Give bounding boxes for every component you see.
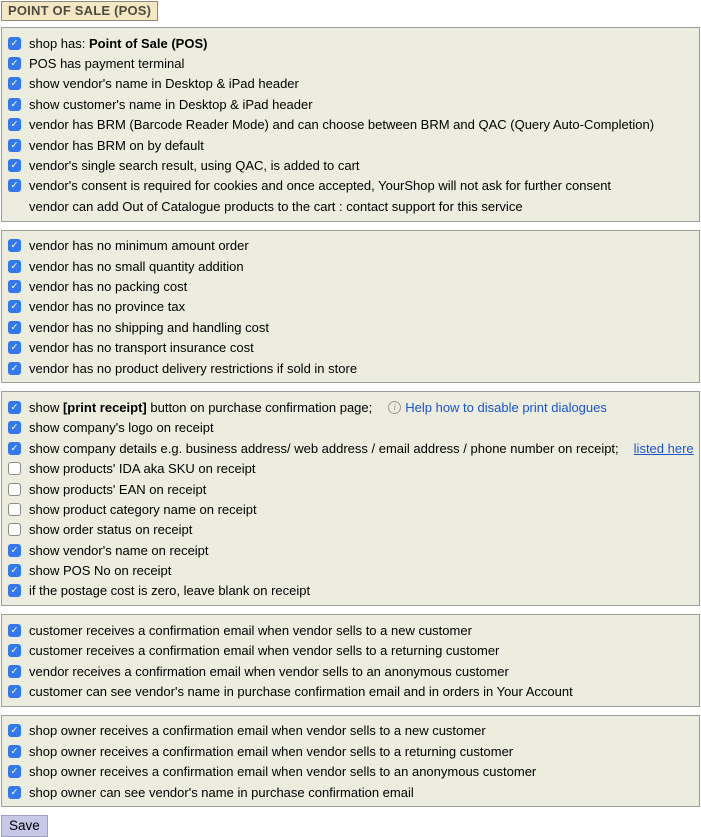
setting-row [8, 135, 693, 155]
setting-row [8, 540, 693, 560]
setting-label [29, 158, 360, 173]
settings-group-3 [1, 391, 700, 606]
setting-row [8, 358, 693, 378]
checkbox-checked-icon[interactable]: ✓ [8, 765, 21, 778]
checkbox-checked-icon[interactable]: ✓ [8, 544, 21, 557]
info-icon[interactable]: i [388, 401, 401, 414]
label-bold-text: [print receipt] [62, 399, 147, 415]
setting-row [8, 337, 693, 357]
setting-label [29, 420, 214, 435]
label-text: shop owner receives a confirmation email when vendor sells to a new customer [29, 723, 486, 739]
label-text: vendor has BRM on by default [29, 137, 204, 153]
setting-label [29, 502, 257, 517]
setting-row [8, 256, 693, 276]
label-bold-text: Point of Sale (POS) [89, 35, 208, 51]
label-text: button on purchase confirmation page; [146, 399, 373, 415]
label-text: vendor receives a confirmation email when vendor sells to an anonymous customer [29, 663, 509, 679]
setting-row [8, 155, 693, 175]
setting-label [29, 76, 299, 91]
checkbox-checked-icon[interactable]: ✓ [8, 179, 21, 192]
checkbox-checked-icon[interactable]: ✓ [8, 280, 21, 293]
label-text: show products' EAN on receipt [29, 481, 207, 497]
checkbox-unchecked-icon[interactable] [8, 503, 21, 516]
checkbox-checked-icon[interactable]: ✓ [8, 57, 21, 70]
setting-row [8, 620, 693, 640]
setting-label [29, 522, 192, 537]
setting-label [29, 764, 536, 779]
label-text: show products' IDA aka SKU on receipt [29, 461, 256, 477]
setting-row [8, 741, 693, 761]
setting-label [29, 563, 171, 578]
setting-row [8, 115, 693, 135]
settings-group-2 [1, 230, 700, 384]
setting-row [8, 418, 693, 438]
checkbox-checked-icon[interactable]: ✓ [8, 77, 21, 90]
setting-label [29, 684, 573, 699]
label-text: shop owner receives a confirmation email when vendor sells to an anonymous customer [29, 764, 537, 780]
setting-label [29, 664, 509, 679]
checkbox-checked-icon[interactable]: ✓ [8, 724, 21, 737]
setting-label [29, 623, 472, 638]
checkbox-checked-icon[interactable]: ✓ [8, 362, 21, 375]
checkbox-checked-icon[interactable]: ✓ [8, 442, 21, 455]
label-text: vendor has no minimum amount order [29, 238, 249, 254]
setting-row [8, 721, 693, 741]
checkbox-checked-icon[interactable]: ✓ [8, 624, 21, 637]
setting-label [29, 56, 184, 71]
setting-row [8, 176, 693, 196]
label-text: POS has payment terminal [29, 56, 185, 72]
setting-label [29, 117, 654, 132]
label-text: show vendor's name in Desktop & iPad header [29, 76, 299, 92]
setting-label [29, 723, 486, 738]
setting-row [8, 661, 693, 681]
setting-row [8, 762, 693, 782]
setting-label [29, 238, 249, 253]
label-text: show company's logo on receipt [29, 420, 214, 436]
label-text: shop owner receives a confirmation email when vendor sells to a returning customer [29, 743, 514, 759]
setting-label [29, 744, 513, 759]
label-text: vendor has no packing cost [29, 278, 188, 294]
checkbox-checked-icon[interactable]: ✓ [8, 118, 21, 131]
checkbox-checked-icon[interactable]: ✓ [8, 139, 21, 152]
setting-label [29, 320, 269, 335]
checkbox-checked-icon[interactable]: ✓ [8, 300, 21, 313]
label-text: vendor has no product delivery restrictions if sold in store [29, 360, 358, 376]
setting-row [8, 317, 693, 337]
setting-row [8, 94, 693, 114]
label-text: vendor has no transport insurance cost [29, 340, 254, 356]
setting-label [29, 785, 414, 800]
setting-row [8, 520, 693, 540]
label-text: show vendor's name on receipt [29, 542, 209, 558]
setting-label [29, 340, 254, 355]
label-text: customer can see vendor's name in purchase confirmation email and in orders in Your Account [29, 684, 573, 700]
setting-label [29, 482, 206, 497]
checkbox-checked-icon[interactable]: ✓ [8, 159, 21, 172]
checkbox-checked-icon[interactable]: ✓ [8, 786, 21, 799]
checkbox-checked-icon[interactable]: ✓ [8, 341, 21, 354]
label-text: customer receives a confirmation email when vendor sells to a new customer [29, 622, 472, 638]
checkbox-checked-icon[interactable]: ✓ [8, 260, 21, 273]
setting-row [8, 499, 693, 519]
checkbox-unchecked-icon[interactable] [8, 483, 21, 496]
checkbox-unchecked-icon[interactable] [8, 523, 21, 536]
checkbox-checked-icon[interactable]: ✓ [8, 321, 21, 334]
setting-row [8, 479, 693, 499]
checkbox-checked-icon[interactable]: ✓ [8, 98, 21, 111]
listed-here-link[interactable]: listed here [633, 440, 694, 456]
setting-row [8, 196, 693, 216]
setting-row [8, 297, 693, 317]
label-text: show POS No on receipt [29, 563, 172, 579]
setting-row [8, 236, 693, 256]
setting-label [29, 138, 204, 153]
label-text: show product category name on receipt [29, 501, 257, 517]
help-print-dialogues-link[interactable]: Help how to disable print dialogues [405, 399, 607, 415]
settings-group-5 [1, 715, 700, 808]
checkbox-checked-icon[interactable]: ✓ [8, 401, 21, 414]
setting-label [29, 361, 357, 376]
label-text: show company details e.g. business address/ web address / email address / phone number on receipt; [29, 440, 619, 456]
page-title: POINT OF SALE (POS) [1, 1, 158, 21]
setting-label [29, 36, 207, 51]
setting-label [29, 441, 694, 456]
setting-row [8, 560, 693, 580]
setting-label [29, 583, 310, 598]
label-text: show order status on receipt [29, 522, 193, 538]
setting-label [29, 400, 607, 415]
label-text: vendor has BRM (Barcode Reader Mode) and can choose between BRM and QAC (Query Auto-Completion) [29, 117, 655, 133]
settings-sections [1, 27, 700, 807]
checkbox-checked-icon[interactable]: ✓ [8, 584, 21, 597]
setting-row [8, 681, 693, 701]
checkbox-unchecked-icon[interactable] [8, 462, 21, 475]
checkbox-checked-icon[interactable]: ✓ [8, 644, 21, 657]
setting-label [29, 299, 185, 314]
checkbox-checked-icon[interactable]: ✓ [8, 239, 21, 252]
settings-group-4 [1, 614, 700, 707]
setting-row [8, 276, 693, 296]
checkbox-checked-icon[interactable]: ✓ [8, 745, 21, 758]
label-text: vendor has no shipping and handling cost [29, 319, 269, 335]
setting-row [8, 458, 693, 478]
label-text: shop has: [29, 35, 89, 51]
label-text: vendor has no province tax [29, 299, 186, 315]
label-text: vendor can add Out of Catalogue products to the cart : contact support for this service [29, 198, 523, 214]
setting-label [29, 643, 499, 658]
setting-label [29, 97, 313, 112]
label-text: shop owner can see vendor's name in purchase confirmation email [29, 784, 414, 800]
setting-label [29, 259, 244, 274]
save-button[interactable]: Save [1, 815, 48, 837]
setting-row [8, 397, 693, 417]
checkbox-checked-icon[interactable]: ✓ [8, 685, 21, 698]
label-text: show [29, 399, 63, 415]
setting-label [29, 279, 187, 294]
setting-row [8, 581, 693, 601]
setting-row [8, 641, 693, 661]
setting-row [8, 782, 693, 802]
setting-label [29, 178, 611, 193]
setting-row [8, 33, 693, 53]
settings-group-1 [1, 27, 700, 222]
label-text: show customer's name in Desktop & iPad header [29, 96, 313, 112]
label-text: vendor has no small quantity addition [29, 258, 244, 274]
checkbox-checked-icon[interactable]: ✓ [8, 564, 21, 577]
label-text: vendor's consent is required for cookies and once accepted, YourShop will not ask for further consent [29, 178, 612, 194]
checkbox-checked-icon[interactable]: ✓ [8, 421, 21, 434]
checkbox-checked-icon[interactable]: ✓ [8, 665, 21, 678]
setting-label [29, 199, 523, 214]
checkbox-checked-icon[interactable]: ✓ [8, 37, 21, 50]
label-text: customer receives a confirmation email when vendor sells to a returning customer [29, 643, 500, 659]
label-text: if the postage cost is zero, leave blank on receipt [29, 583, 311, 599]
setting-label [29, 461, 255, 476]
setting-row [8, 53, 693, 73]
setting-row [8, 74, 693, 94]
setting-label [29, 543, 209, 558]
setting-row [8, 438, 693, 458]
label-text: vendor's single search result, using QAC, is added to cart [29, 158, 360, 174]
